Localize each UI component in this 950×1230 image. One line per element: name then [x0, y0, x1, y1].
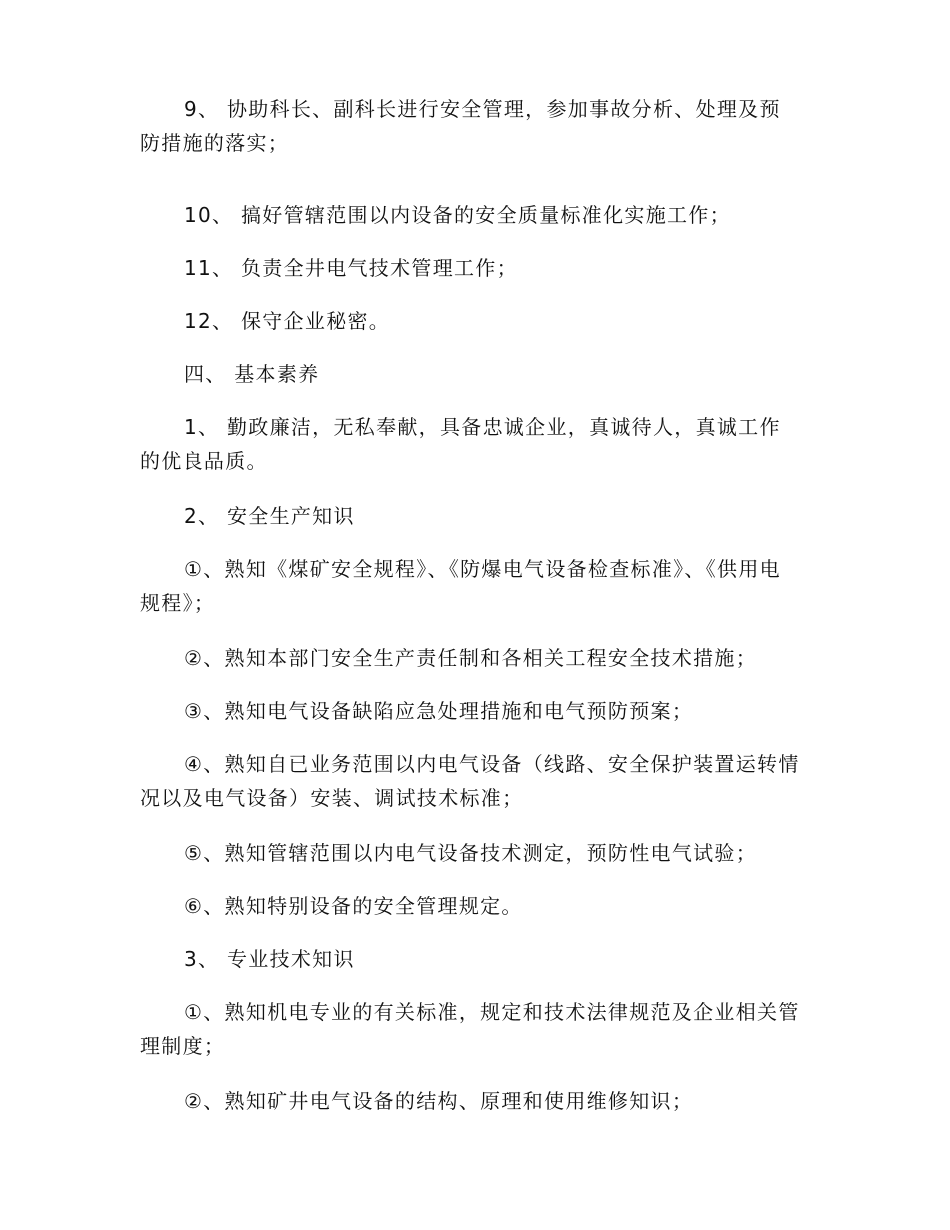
section-heading-basic-qualities: 四、 基本素养 [184, 362, 320, 386]
paragraph-safety-4: ④、熟知自已业务范围以内电气设备（线路、安全保护装置运转情况以及电气设备）安装、调试技术标准； [140, 752, 800, 810]
paragraph-safety-3: ③、熟知电气设备缺陷应急处理措施和电气预防预案； [184, 699, 694, 723]
subheading-safety-knowledge: 2、 安全生产知识 [184, 504, 355, 528]
paragraph-technical-2: ②、熟知矿井电气设备的结构、原理和使用维修知识； [184, 1089, 694, 1113]
paragraph-safety-2: ②、熟知本部门安全生产责任制和各相关工程安全技术措施； [184, 646, 758, 670]
paragraph-safety-6: ⑥、熟知特别设备的安全管理规定。 [184, 894, 523, 918]
paragraph-item-10: 10、 搞好管辖范围以内设备的安全质量标准化实施工作； [184, 203, 731, 227]
subheading-technical-knowledge: 3、 专业技术知识 [184, 947, 355, 971]
paragraph-technical-1: ①、熟知机电专业的有关标准，规定和技术法律规范及企业相关管理制度； [140, 1000, 800, 1058]
paragraph-quality-1: 1、 勤政廉洁，无私奉献，具备忠诚企业，真诚待人，真诚工作的优良品质。 [140, 415, 781, 473]
paragraph-item-11: 11、 负责全井电气技术管理工作； [184, 256, 518, 280]
paragraph-safety-1: ①、熟知《煤矿安全规程》、《防爆电气设备检查标准》、《供用电规程》； [140, 557, 781, 615]
paragraph-item-12: 12、 保守企业秘密。 [184, 309, 391, 333]
paragraph-safety-5: ⑤、熟知管辖范围以内电气设备技术测定，预防性电气试验； [184, 841, 758, 865]
paragraph-item-9: 9、 协助科长、副科长进行安全管理，参加事故分析、处理及预防措施的落实； [140, 97, 781, 155]
